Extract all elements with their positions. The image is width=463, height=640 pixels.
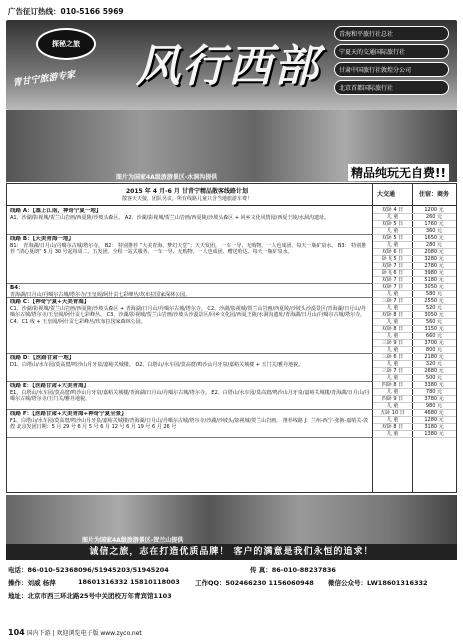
table-header bbox=[7, 184, 456, 206]
route-description bbox=[10, 236, 370, 285]
duration: 双卧 8 日 bbox=[381, 312, 404, 318]
price: 560 元 bbox=[425, 319, 443, 325]
column-header-transport: 大交通 bbox=[377, 191, 396, 198]
price: 780 元 bbox=[425, 389, 443, 395]
route-description bbox=[10, 411, 370, 439]
price-row bbox=[373, 368, 456, 375]
table-row bbox=[7, 298, 456, 354]
price: 3050 元 bbox=[424, 284, 444, 290]
footer-text: 国内下游 | 欢迎浏览电子版 www.zyco.net bbox=[26, 630, 142, 637]
price-row bbox=[373, 347, 456, 354]
route-text: E1、白塔山/水车园/莫高窟/鸣沙山月牙泉/嘉峪关城楼/青海湖/日月山/丹噶尔古城/塔尔寺。 E2、白塔山/水车园/莫高窟/鸣沙山月牙泉/嘉峪关城楼/青海湖/日月山/丹噶尔古城/塔尔寺/玉门关/雅丹地貌。 bbox=[10, 389, 370, 402]
price: 1650 元 bbox=[424, 235, 444, 241]
route-table bbox=[6, 183, 457, 493]
page-number: 104 bbox=[8, 628, 25, 637]
duration: 卧飞 5 日 bbox=[381, 256, 404, 262]
route-description bbox=[10, 299, 370, 355]
price: 360 元 bbox=[425, 228, 443, 234]
duration: 五卧 10 日 bbox=[380, 410, 405, 416]
price: 500 元 bbox=[425, 375, 443, 381]
badge-item: 青海和平旅行社总社 bbox=[334, 26, 449, 41]
price: 3780 元 bbox=[424, 396, 444, 402]
duration: 儿 童 bbox=[386, 403, 399, 409]
route-description bbox=[10, 355, 370, 383]
duration: 儿 童 bbox=[386, 389, 399, 395]
price: 3980 元 bbox=[424, 270, 444, 276]
route-text: C1、沙湖/影视城/贺兰山岩画/西夏陵/沙坡头森区 + 青海湖/日月山/丹噶尔古城/塔尔寺。 C2、沙湖/影视城/贺兰山岩画/西夏陵/沙坡头沙漠景区/青海湖/日月山/丹噶尔古城/塔尔寺/玉皇阁/阿什贡七彩峰丛。 C3、沙湖/影视城/贺兰山岩画/沙坡头沙漠景区/回乡文化园/西夏王陵/水洞沟遗址/青海湖/日月山/丹噶尔古城/塔尔寺。 C4、C1 线 + 玉皇阁/阿什贡七彩峰丛/坎布拉国家森林公园。 bbox=[10, 305, 366, 325]
price-row bbox=[373, 284, 456, 291]
address-line: 地址：北京市西三环北路25号中关团校万年青宾馆1103 bbox=[8, 592, 172, 600]
price-row bbox=[373, 396, 456, 403]
bottom-photo-strip bbox=[6, 495, 457, 545]
price: 660 元 bbox=[425, 333, 443, 339]
table-row bbox=[7, 284, 456, 298]
duration: 双卧 7 日 bbox=[381, 277, 404, 283]
route-name: 【天美青海一地】 bbox=[32, 236, 74, 242]
route-text: D1、白塔山/水车园/莫高窟/鸣沙山月牙泉/嘉峪关城楼。 D2、白塔山/水车园/莫高窟/鸣沙山月牙泉/嘉峪关城楼 + 玉门关/雅丹地貌。 bbox=[10, 361, 304, 368]
duration: 三卧 6 日 bbox=[381, 354, 404, 360]
route-label: 线路 B： bbox=[10, 236, 33, 242]
price-row bbox=[373, 249, 456, 256]
price: 280 元 bbox=[425, 242, 443, 248]
duration: 双卧 8 日 bbox=[381, 424, 404, 430]
route-name: 【丝路甘肃+大美青海】 bbox=[32, 383, 90, 389]
price: 800 元 bbox=[425, 347, 443, 353]
price-list bbox=[373, 235, 456, 284]
price-row bbox=[373, 270, 456, 277]
price: 3150 元 bbox=[424, 326, 444, 332]
duration: 双卧 8 日 bbox=[381, 326, 404, 332]
price: 580 元 bbox=[425, 291, 443, 297]
duration: 儿 童 bbox=[386, 417, 399, 423]
price-list bbox=[373, 284, 456, 298]
badge-item: 宁夏天的交通国际旅行社 bbox=[334, 44, 449, 59]
price-row bbox=[373, 354, 456, 361]
phone-line: 电话：86-010-52368096/51945203/51945204 bbox=[8, 566, 169, 574]
route-name: 【神奇宁夏+天美青海】 bbox=[32, 299, 90, 305]
duration: 三卧 7 日 bbox=[381, 298, 404, 304]
price-list bbox=[373, 354, 456, 382]
price-row bbox=[373, 403, 456, 410]
route-label: 线路 A： bbox=[10, 208, 33, 214]
price-row bbox=[373, 340, 456, 347]
column-header-price: 住宿：商务 bbox=[419, 191, 450, 198]
table-row bbox=[7, 410, 456, 438]
route-name: 【塞上江南，神奇宁夏一地】 bbox=[32, 208, 102, 214]
price: 2080 元 bbox=[424, 249, 444, 255]
price-row bbox=[373, 207, 456, 214]
price-row bbox=[373, 298, 456, 305]
duration: 儿 童 bbox=[386, 214, 399, 220]
duration: 儿 童 bbox=[386, 319, 399, 325]
route-text: B1： 青海湖/日月山/丹噶尔古城/塔尔寺。 B2： 特别推荐 “大美青海、梦幻天堂”；天天发团。 一车一导、无购物、一人也成团、每天一瓶矿泉水。 B3： 特别推荐 “清心夏朗” 5 月 30 号起每周二、五发团。全程一站式服务、一车一导、无购物、一人也成团、赠送哈达、每天一瓶矿泉水。 bbox=[10, 242, 367, 255]
price-list bbox=[373, 207, 456, 235]
duration: 双卧 5 日 bbox=[381, 221, 404, 227]
table-row bbox=[7, 235, 456, 284]
logo-text: 探秘之旅 bbox=[52, 40, 80, 48]
price: 1200 元 bbox=[424, 207, 444, 213]
duration: 四卧 8 日 bbox=[381, 382, 404, 388]
table-title: 2015 年 4 月-6 月 甘青宁精品散客线路计划 bbox=[126, 188, 248, 195]
brand-tagline: 青甘宁旅游专家 bbox=[12, 70, 76, 89]
duration: 三卧 9 日 bbox=[381, 340, 404, 346]
price: 3700 元 bbox=[424, 340, 444, 346]
price: 4680 元 bbox=[424, 410, 444, 416]
photo-caption: 图片为国家4A级旅游景区-水洞沟提供 bbox=[116, 174, 218, 181]
price-row bbox=[373, 235, 456, 242]
mobile-line: 18601316332 15810118003 bbox=[78, 578, 180, 586]
duration: 儿 童 bbox=[386, 291, 399, 297]
duration: 四卧 9 日 bbox=[381, 396, 404, 402]
route-name: 【丝路甘肃一地】 bbox=[32, 355, 75, 361]
route-text: 青海湖/日月山/丹噶尔古城/塔尔寺/玉皇阁/阿什贡七彩峰丛/坎布拉国家深林公园。 bbox=[10, 291, 191, 298]
fax-line: 传 真：86-010-88237836 bbox=[250, 566, 336, 574]
duration: 双卧 4 日 bbox=[381, 207, 404, 213]
price-row bbox=[373, 382, 456, 389]
duration: 儿 童 bbox=[386, 375, 399, 381]
duration: 儿 童 bbox=[386, 305, 399, 311]
top-photo-strip bbox=[6, 110, 457, 182]
duration: 儿 童 bbox=[386, 333, 399, 339]
slogan: 精品纯玩无自费!! bbox=[348, 164, 449, 181]
route-text: F1、白塔山/水车园/莫高窟/鸣沙山月牙泉/嘉峪关城楼/青海湖/日月山/丹噶尔古城/塔尔寺/沙湖/沙坡头/影视城/贺兰山岩画。 推荐线路 J：兰州-西宁-张掖-嘉峪关-敦煌 北京发团日期：5 月 29 号 6 月 5 号 6 月 12 号 6 月 19 号 6 月 26 号 bbox=[10, 417, 369, 430]
price-row bbox=[373, 375, 456, 382]
price-row bbox=[373, 333, 456, 340]
duration: 儿 童 bbox=[386, 361, 399, 367]
price: 2680 元 bbox=[424, 368, 444, 374]
price: 2180 元 bbox=[424, 354, 444, 360]
badge-item: 北京首都国际旅行社 bbox=[334, 80, 449, 95]
route-label: B4： bbox=[10, 285, 24, 291]
price-row bbox=[373, 228, 456, 235]
route-description bbox=[10, 383, 370, 411]
route-description bbox=[10, 208, 370, 236]
price-row bbox=[373, 242, 456, 249]
price-list bbox=[373, 382, 456, 410]
price: 3380 元 bbox=[424, 382, 444, 388]
duration: 儿 童 bbox=[386, 242, 399, 248]
table-subtitle: 散客天天接，团队另议，所有线路儿童只含当地旅游车费！ bbox=[121, 196, 252, 202]
price: 3180 元 bbox=[424, 424, 444, 430]
price: 3050 元 bbox=[424, 312, 444, 318]
price-row bbox=[373, 389, 456, 396]
duration: 儿 童 bbox=[386, 431, 399, 437]
price-list bbox=[373, 298, 456, 354]
price: 3280 元 bbox=[424, 256, 444, 262]
table-row bbox=[7, 382, 456, 410]
price-row bbox=[373, 221, 456, 228]
route-text: A1、沙湖/影视城/贺兰山岩画/西夏陵/沙坡头森区。 A2、沙湖/影视城/贺兰山岩画/西夏陵/沙坡头森区 + 回乡文化风情园/西夏王陵/水洞沟遗址。 bbox=[10, 214, 330, 221]
duration: 双卧 5 日 bbox=[381, 235, 404, 241]
price: 2550 元 bbox=[424, 298, 444, 304]
route-label: 线路 C： bbox=[10, 299, 33, 305]
agency-badges bbox=[334, 26, 449, 98]
route-label: 线路 E： bbox=[10, 383, 33, 389]
route-label: 线路 F： bbox=[10, 411, 33, 417]
price: 5180 元 bbox=[424, 277, 444, 283]
duration: 双卧 7 日 bbox=[381, 263, 404, 269]
price-row bbox=[373, 305, 456, 312]
qq-line: 工作QQ：502466230 1156060948 bbox=[195, 579, 314, 587]
price: 260 元 bbox=[425, 214, 443, 220]
duration: 儿 童 bbox=[386, 347, 399, 353]
price-row bbox=[373, 214, 456, 221]
price-row bbox=[373, 277, 456, 284]
wechat-line: 微信公众号：LW18601316332 bbox=[328, 579, 428, 587]
price-row bbox=[373, 291, 456, 298]
price: 2780 元 bbox=[424, 263, 444, 269]
price-row bbox=[373, 361, 456, 368]
duration: 儿 童 bbox=[386, 228, 399, 234]
page-title: 风行西部 bbox=[136, 41, 320, 92]
price-row bbox=[373, 410, 456, 417]
price: 320 元 bbox=[425, 361, 443, 367]
route-description bbox=[10, 285, 370, 299]
price-row bbox=[373, 256, 456, 263]
price: 1380 元 bbox=[424, 431, 444, 437]
route-label: 线路 D： bbox=[10, 355, 33, 361]
page-footer bbox=[8, 628, 142, 637]
photo-caption: 图片为国家4A级旅游景区-贺兰山提供 bbox=[82, 537, 184, 544]
price: 1760 元 bbox=[424, 221, 444, 227]
duration: 双卧 6 日 bbox=[381, 249, 404, 255]
price: 520 元 bbox=[425, 305, 443, 311]
badge-item: 甘肃中国旅行社敦煌分公司 bbox=[334, 62, 449, 77]
price-row bbox=[373, 263, 456, 270]
duration: 卧飞 6 日 bbox=[381, 270, 404, 276]
price-row bbox=[373, 312, 456, 319]
table-row bbox=[7, 354, 456, 382]
motto-banner: 诚信之旅，志在打造优质品牌！ 客户的满意是我们永恒的追求！ bbox=[6, 544, 457, 560]
top-hotline: 广告征订热线：010-5166 5969 bbox=[8, 7, 124, 16]
route-name: 【丝路甘肃+大美青海+神奇宁夏全景】 bbox=[32, 411, 127, 417]
price-list bbox=[373, 410, 456, 438]
price-row bbox=[373, 417, 456, 424]
duration: 三卧 7 日 bbox=[381, 368, 404, 374]
table-row bbox=[7, 207, 456, 235]
price: 980 元 bbox=[425, 403, 443, 409]
company-logo bbox=[36, 28, 96, 60]
header-banner bbox=[6, 20, 457, 110]
price: 1280 元 bbox=[424, 417, 444, 423]
duration: 双卧 7 日 bbox=[381, 284, 404, 290]
price-row bbox=[373, 319, 456, 326]
price-row bbox=[373, 431, 456, 438]
operator-line: 操作：刘威 杨萍 bbox=[8, 579, 56, 587]
price-row bbox=[373, 424, 456, 431]
price-row bbox=[373, 326, 456, 333]
